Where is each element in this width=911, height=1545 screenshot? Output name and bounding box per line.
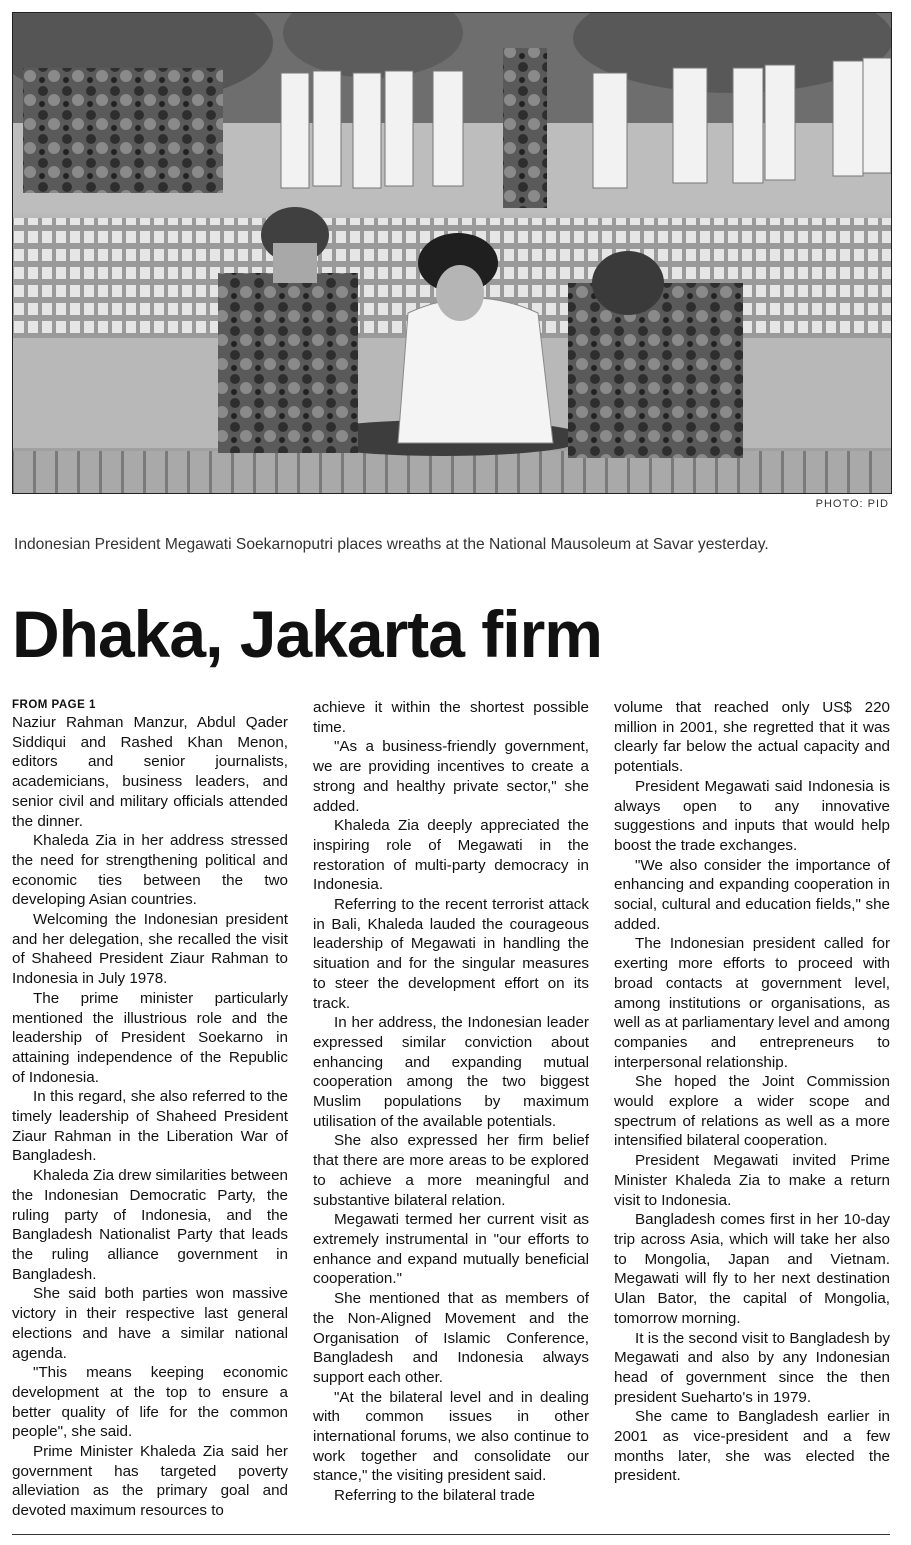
paragraph: President Megawati said Indonesia is always open to any innovative suggestions and inputs that would help boost the trade exchanges. — [614, 777, 890, 854]
photo-illustration — [13, 13, 891, 493]
article-column-2 — [313, 698, 589, 1530]
paragraph: She mentioned that as members of the Non-Aligned Movement and the Organisation of Islamic Conference, Bangladesh and Indonesia always support each other. — [313, 1290, 589, 1386]
paragraph: "At the bilateral level and in dealing with common issues in other international forums, we also continue to work together and consolidate our stance," the visiting president said. — [313, 1388, 589, 1485]
news-photo — [12, 12, 892, 494]
paragraph: President Megawati invited Prime Minister Khaleda Zia to make a return visit to Indonesia. — [614, 1152, 890, 1209]
paragraph: In her address, the Indonesian leader expressed similar conviction about enhancing and expanding mutual cooperation among the two biggest Muslim populations by maximum utilisation of the available potentials. — [313, 1014, 589, 1130]
article-column-3 — [614, 698, 890, 1530]
paragraph: She said both parties won massive victory in their respective last general elections and have a similar national agenda. — [12, 1285, 288, 1362]
paragraph: volume that reached only US$ 220 million in 2001, she regretted that it was clearly far below the actual capacity and potentials. — [614, 699, 890, 776]
paragraph: Khaleda Zia deeply appreciated the inspiring role of Megawati in the restoration of multi-party democracy in Indonesia. — [313, 817, 589, 894]
paragraph: Prime Minister Khaleda Zia said her government has targeted poverty alleviation as the primary goal and devoted maximum resources to — [12, 1443, 288, 1520]
paragraph: The prime minister particularly mentioned the illustrious role and the leadership of President Soekarno in attaining independence of the Republic of Indonesia. — [12, 989, 288, 1086]
paragraph: Khaleda Zia drew similarities between the Indonesian Democratic Party, the ruling party of Indonesia, and the Bangladesh Nationalist Party that leads the ruling alliance government in Bangladesh. — [12, 1167, 288, 1283]
paragraph: She also expressed her firm belief that there are more areas to be explored to achieve a more meaningful and substantive bilateral relation. — [313, 1132, 589, 1209]
headline: Dhaka, Jakarta firm — [12, 597, 602, 671]
photo-caption: Indonesian President Megawati Soekarnoputri places wreaths at the National Mausoleum at Savar yesterday. — [14, 536, 769, 553]
article-column-1 — [12, 698, 288, 1530]
paragraph: The Indonesian president called for exerting more efforts to proceed with broad contacts at government level, among institutions or organisations, as well as at parliamentary level and among companies and entrepreneurs to interpersonal relationship. — [614, 935, 890, 1071]
paragraph: "As a business-friendly government, we are providing incentives to create a strong and healthy private sector," she added. — [313, 738, 589, 815]
paragraph: Megawati termed her current visit as extremely instrumental in "our efforts to enhance and expand mutually beneficial cooperation." — [313, 1211, 589, 1288]
paragraph: Khaleda Zia in her address stressed the need for strengthening political and economic ties between the two developing Asian countries. — [12, 832, 288, 909]
paragraph: achieve it within the shortest possible time. — [313, 699, 589, 736]
paragraph: "We also consider the importance of enhancing and expanding cooperation in social, cultural and education fields," she added. — [614, 856, 890, 933]
paragraph: She hoped the Joint Commission would explore a wider scope and spectrum of relations as well as a more intensified bilateral cooperation. — [614, 1073, 890, 1150]
paragraph: In this regard, she also referred to the timely leadership of Shaheed President Ziaur Rahman in the Liberation War of Bangladesh. — [12, 1088, 288, 1165]
paragraph: Referring to the recent terrorist attack in Bali, Khaleda lauded the courageous leadership of Megawati in handling the situation and for the singular measures to steer the development effort on its track. — [313, 896, 589, 1012]
kicker-from-page: FROM PAGE 1 — [12, 699, 96, 711]
paragraph: Referring to the bilateral trade — [334, 1487, 535, 1505]
article-body — [12, 698, 890, 1530]
paragraph: It is the second visit to Bangladesh by Megawati and also by any Indonesian head of government since the then president Sueharto's in 1979. — [614, 1329, 890, 1406]
paragraph: Welcoming the Indonesian president and her delegation, she recalled the visit of Shaheed President Ziaur Rahman to Indonesia in July 1978. — [12, 911, 288, 988]
paragraph: "This means keeping economic development at the top to ensure a better quality of life for the common people", she said. — [12, 1364, 288, 1441]
photo-credit: PHOTO: PID — [815, 498, 889, 510]
bottom-rule — [12, 1534, 890, 1535]
paragraph: She came to Bangladesh earlier in 2001 as vice-president and a few months later, she was elected the president. — [614, 1408, 890, 1485]
paragraph: Bangladesh comes first in her 10-day trip across Asia, which will take her also to Mongolia, Japan and Vietnam. Megawati will fly to her next destination Ulan Bator, the capital of Mongolia, tomorrow morning. — [614, 1211, 890, 1327]
paragraph: Naziur Rahman Manzur, Abdul Qader Siddiqui and Rashed Khan Menon, editors and senior journalists, academicians, business leaders, and senior civil and military officials attended the dinner. — [12, 714, 288, 830]
